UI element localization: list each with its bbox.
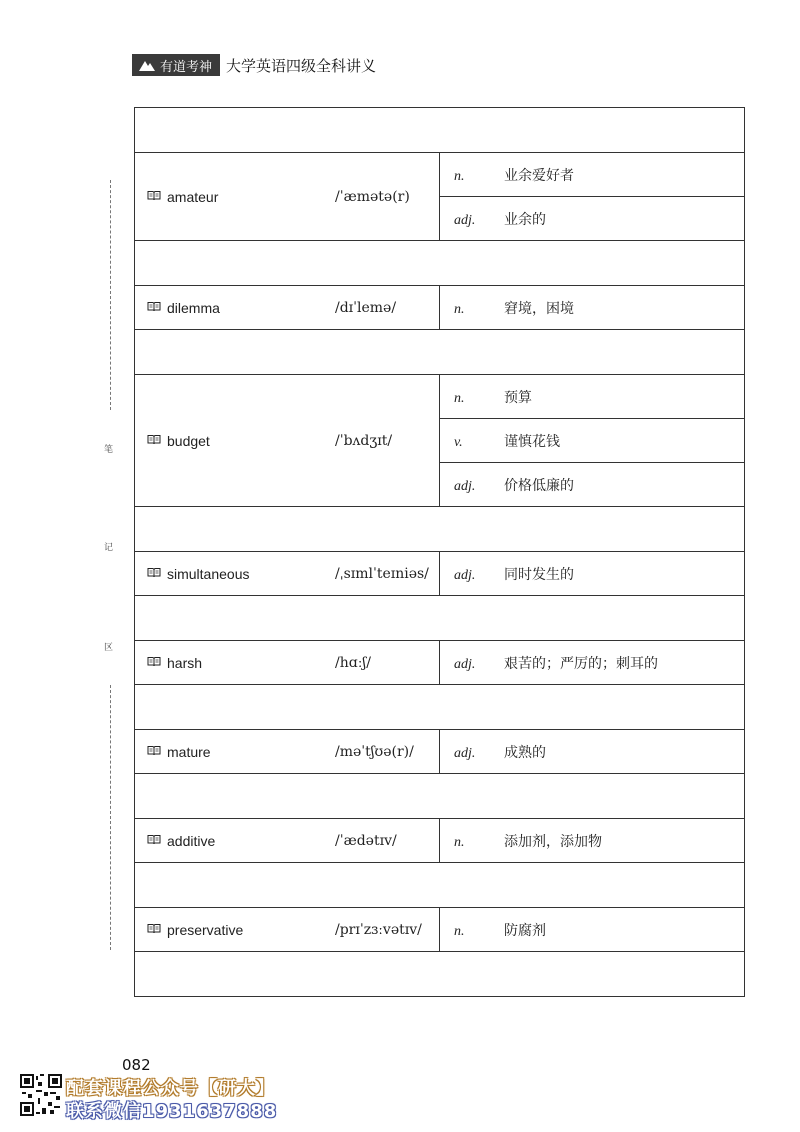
word-cell [135, 153, 440, 241]
blank-cell [135, 952, 745, 997]
sense-cell [440, 908, 745, 952]
sense-cell [440, 819, 745, 863]
meaning: 价格低廉的 [504, 477, 574, 494]
word-cell [135, 908, 440, 952]
vocab-word: additive [167, 832, 216, 849]
phonetic: /prɪˈzɜːvətɪv/ [335, 921, 422, 938]
blank-cell [135, 774, 745, 819]
sense-cell [440, 641, 745, 685]
phonetic: /dɪˈlemə/ [335, 299, 397, 316]
part-of-speech: n. [454, 923, 465, 939]
logo-text: 有道考神 [160, 59, 213, 75]
book-icon [147, 433, 161, 449]
blank-cell [135, 108, 745, 153]
sense-cell [440, 153, 745, 197]
vocab-word: dilemma [167, 299, 220, 316]
sense-cell [440, 730, 745, 774]
phonetic: /məˈtʃʊə(r)/ [335, 743, 414, 760]
meaning: 艰苦的；严厉的；刺耳的 [504, 655, 658, 672]
vocab-row [135, 153, 745, 197]
meaning: 预算 [504, 389, 532, 406]
part-of-speech: adj. [454, 745, 476, 761]
page-number: 082 [122, 1056, 151, 1074]
book-icon [147, 189, 161, 205]
vocab-word: preservative [167, 921, 244, 938]
qr-code-icon [20, 1074, 62, 1116]
book-icon [147, 300, 161, 316]
book-icon [147, 655, 161, 671]
vocab-table [134, 107, 745, 997]
part-of-speech: n. [454, 834, 465, 850]
meaning: 业余的 [504, 211, 546, 228]
vocab-row [135, 730, 745, 774]
blank-row [135, 685, 745, 730]
meaning: 同时发生的 [504, 566, 574, 583]
part-of-speech: n. [454, 390, 465, 406]
meaning: 成熟的 [504, 744, 546, 761]
meaning: 业余爱好者 [504, 167, 574, 184]
book-icon [147, 922, 161, 938]
word-cell [135, 730, 440, 774]
blank-row [135, 108, 745, 153]
vocab-word: budget [167, 432, 210, 449]
blank-row [135, 952, 745, 997]
notes-divider-line [110, 180, 111, 410]
blank-row [135, 596, 745, 641]
vocab-row [135, 286, 745, 330]
vocab-row [135, 375, 745, 419]
page-header [132, 52, 376, 78]
word-cell [135, 286, 440, 330]
blank-cell [135, 596, 745, 641]
book-icon [147, 744, 161, 760]
blank-row [135, 774, 745, 819]
meaning: 防腐剂 [504, 922, 546, 939]
meaning: 添加剂，添加物 [504, 833, 602, 850]
promo-line-2: 联系微信1931637888 [66, 1101, 278, 1122]
meaning: 谨慎花钱 [504, 433, 560, 450]
blank-row [135, 863, 745, 908]
vocab-word: mature [167, 743, 211, 760]
blank-row [135, 241, 745, 286]
sense-cell [440, 419, 745, 463]
word-cell [135, 819, 440, 863]
sense-cell [440, 552, 745, 596]
phonetic: /hɑːʃ/ [335, 654, 371, 671]
vocab-row [135, 641, 745, 685]
blank-cell [135, 241, 745, 286]
word-cell [135, 641, 440, 685]
part-of-speech: adj. [454, 567, 476, 583]
word-cell [135, 552, 440, 596]
sense-cell [440, 197, 745, 241]
vocab-row [135, 819, 745, 863]
vocab-row [135, 552, 745, 596]
vocab-word: harsh [167, 654, 203, 671]
phonetic: /ˈbʌdʒɪt/ [335, 432, 393, 449]
notes-divider-line [110, 685, 111, 950]
sense-cell [440, 463, 745, 507]
notes-label-char: 区 [104, 643, 114, 653]
word-cell [135, 375, 440, 507]
brand-logo [132, 54, 220, 76]
book-icon [147, 566, 161, 582]
book-icon [147, 833, 161, 849]
blank-row [135, 330, 745, 375]
phonetic: /ˌsɪmlˈteɪniəs/ [335, 565, 429, 582]
vocab-row [135, 908, 745, 952]
part-of-speech: adj. [454, 478, 476, 494]
notes-margin [100, 180, 120, 950]
vocab-word: simultaneous [167, 565, 250, 582]
blank-cell [135, 507, 745, 552]
part-of-speech: n. [454, 168, 465, 184]
blank-cell [135, 685, 745, 730]
part-of-speech: adj. [454, 656, 476, 672]
meaning: 窘境，困境 [504, 300, 574, 317]
book-title: 大学英语四级全科讲义 [226, 56, 377, 75]
promo-line-1: 配套课程公众号【研大】 [66, 1078, 275, 1099]
part-of-speech: n. [454, 301, 465, 317]
notes-label-char: 笔 [104, 445, 114, 455]
blank-cell [135, 330, 745, 375]
blank-cell [135, 863, 745, 908]
vocab-word: amateur [167, 188, 219, 205]
phonetic: /ˈæmətə(r) [335, 188, 410, 205]
sense-cell [440, 286, 745, 330]
mountain-logo-icon [138, 58, 156, 72]
notes-label-char: 记 [104, 543, 114, 553]
part-of-speech: v. [454, 434, 463, 450]
phonetic: /ˈædətɪv/ [335, 832, 397, 849]
blank-row [135, 507, 745, 552]
sense-cell [440, 375, 745, 419]
part-of-speech: adj. [454, 212, 476, 228]
